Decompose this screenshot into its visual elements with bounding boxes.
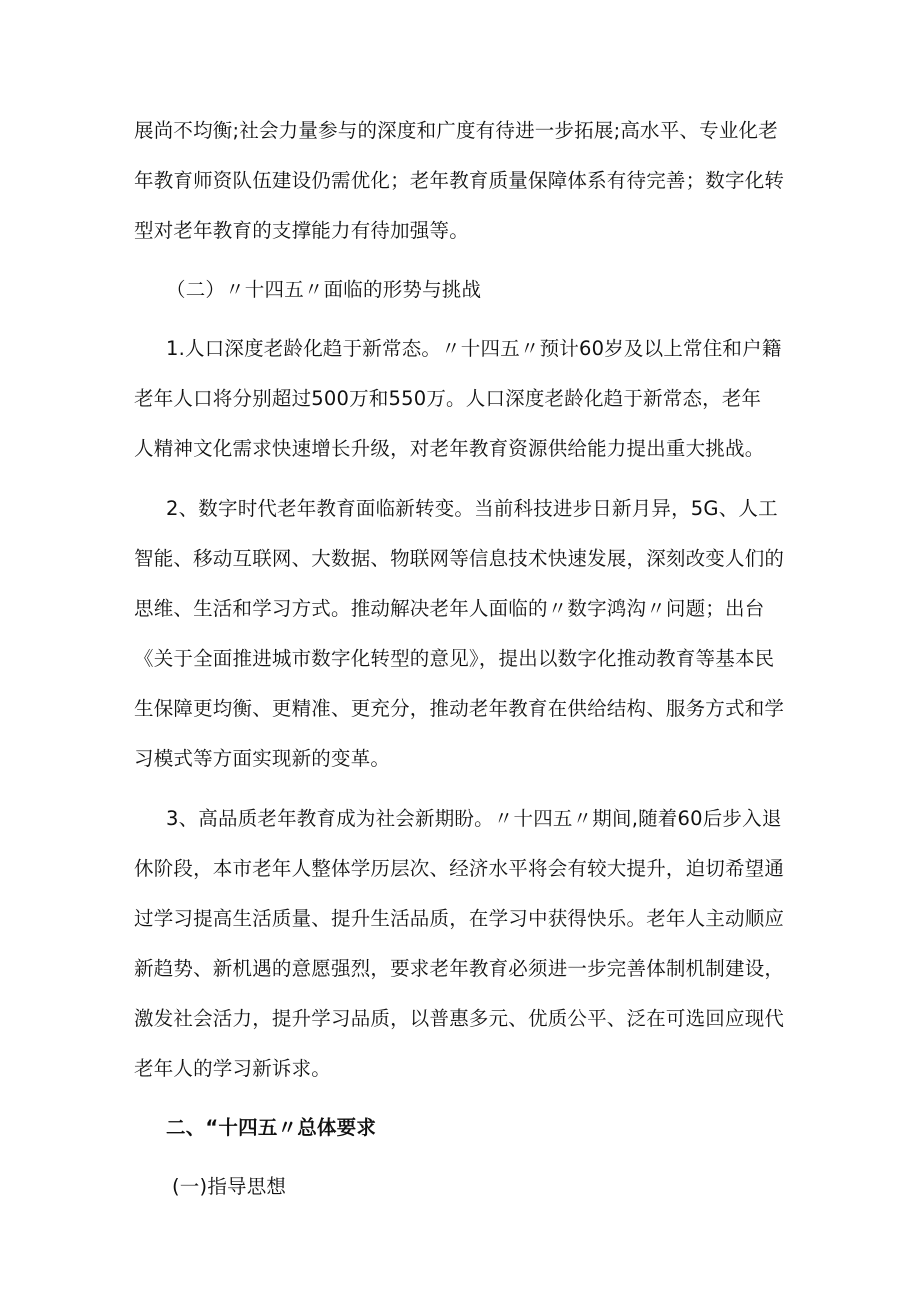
paragraph-line: 思维、生活和学习方式。推动解决老年人面临的〃数字鸿沟〃问题；出台 bbox=[134, 597, 765, 620]
paragraph-line: 2、数字时代老年教育面临新转变。当前科技进步日新月异，5G、人工 bbox=[166, 497, 778, 520]
paragraph-line: 过学习提高生活质量、提升生活品质，在学习中获得快乐。老年人主动顺应 bbox=[134, 907, 785, 930]
section-heading: （二）〃十四五〃面临的形势与挑战 bbox=[166, 278, 482, 301]
paragraph-line: 人精神文化需求快速增长升级，对老年教育资源供给能力提出重大挑战。 bbox=[134, 437, 765, 460]
paragraph-line: 老年人的学习新诉求。 bbox=[134, 1057, 332, 1080]
paragraph-line: 年教育师资队伍建设仍需优化；老年教育质量保障体系有待完善；数字化转 bbox=[134, 169, 785, 192]
paragraph-line: 《关于全面推进城市数字化转型的意见》，提出以数字化推动教育等基本民 bbox=[134, 647, 775, 670]
paragraph-line: 1.人口深度老龄化趋于新常态。〃十四五〃预计60岁及以上常住和户籍 bbox=[166, 337, 782, 360]
paragraph-line: 习模式等方面实现新的变革。 bbox=[134, 747, 391, 770]
paragraph-line: 新趋势、新机遇的意愿强烈，要求老年教育必须进一步完善体制机制建设， bbox=[134, 957, 785, 980]
paragraph-line: 老年人口将分别超过500万和550万。人口深度老龄化趋于新常态，老年 bbox=[134, 387, 762, 410]
paragraph-line: 智能、移动互联网、大数据、物联网等信息技术快速发展，深刻改变人们的 bbox=[134, 547, 785, 570]
paragraph-line: 激发社会活力，提升学习品质，以普惠多元、优质公平、泛在可选回应现代 bbox=[134, 1007, 785, 1030]
paragraph-line: 型对老年教育的支撑能力有待加强等。 bbox=[134, 219, 469, 242]
paragraph-line: 展尚不均衡;社会力量参与的深度和广度有待进一步拓展;高水平、专业化老 bbox=[134, 119, 778, 142]
subsection-heading: (一)指导思想 bbox=[172, 1175, 287, 1198]
chapter-heading: 二、“十四五〃总体要求 bbox=[166, 1116, 377, 1139]
paragraph-line: 3、高品质老年教育成为社会新期盼。〃十四五〃期间,随着60后步入退 bbox=[166, 807, 782, 830]
paragraph-line: 休阶段，本市老年人整体学历层次、经济水平将会有较大提升，迫切希望通 bbox=[134, 857, 785, 880]
paragraph-line: 生保障更均衡、更精准、更充分，推动老年教育在供给结构、服务方式和学 bbox=[134, 697, 785, 720]
